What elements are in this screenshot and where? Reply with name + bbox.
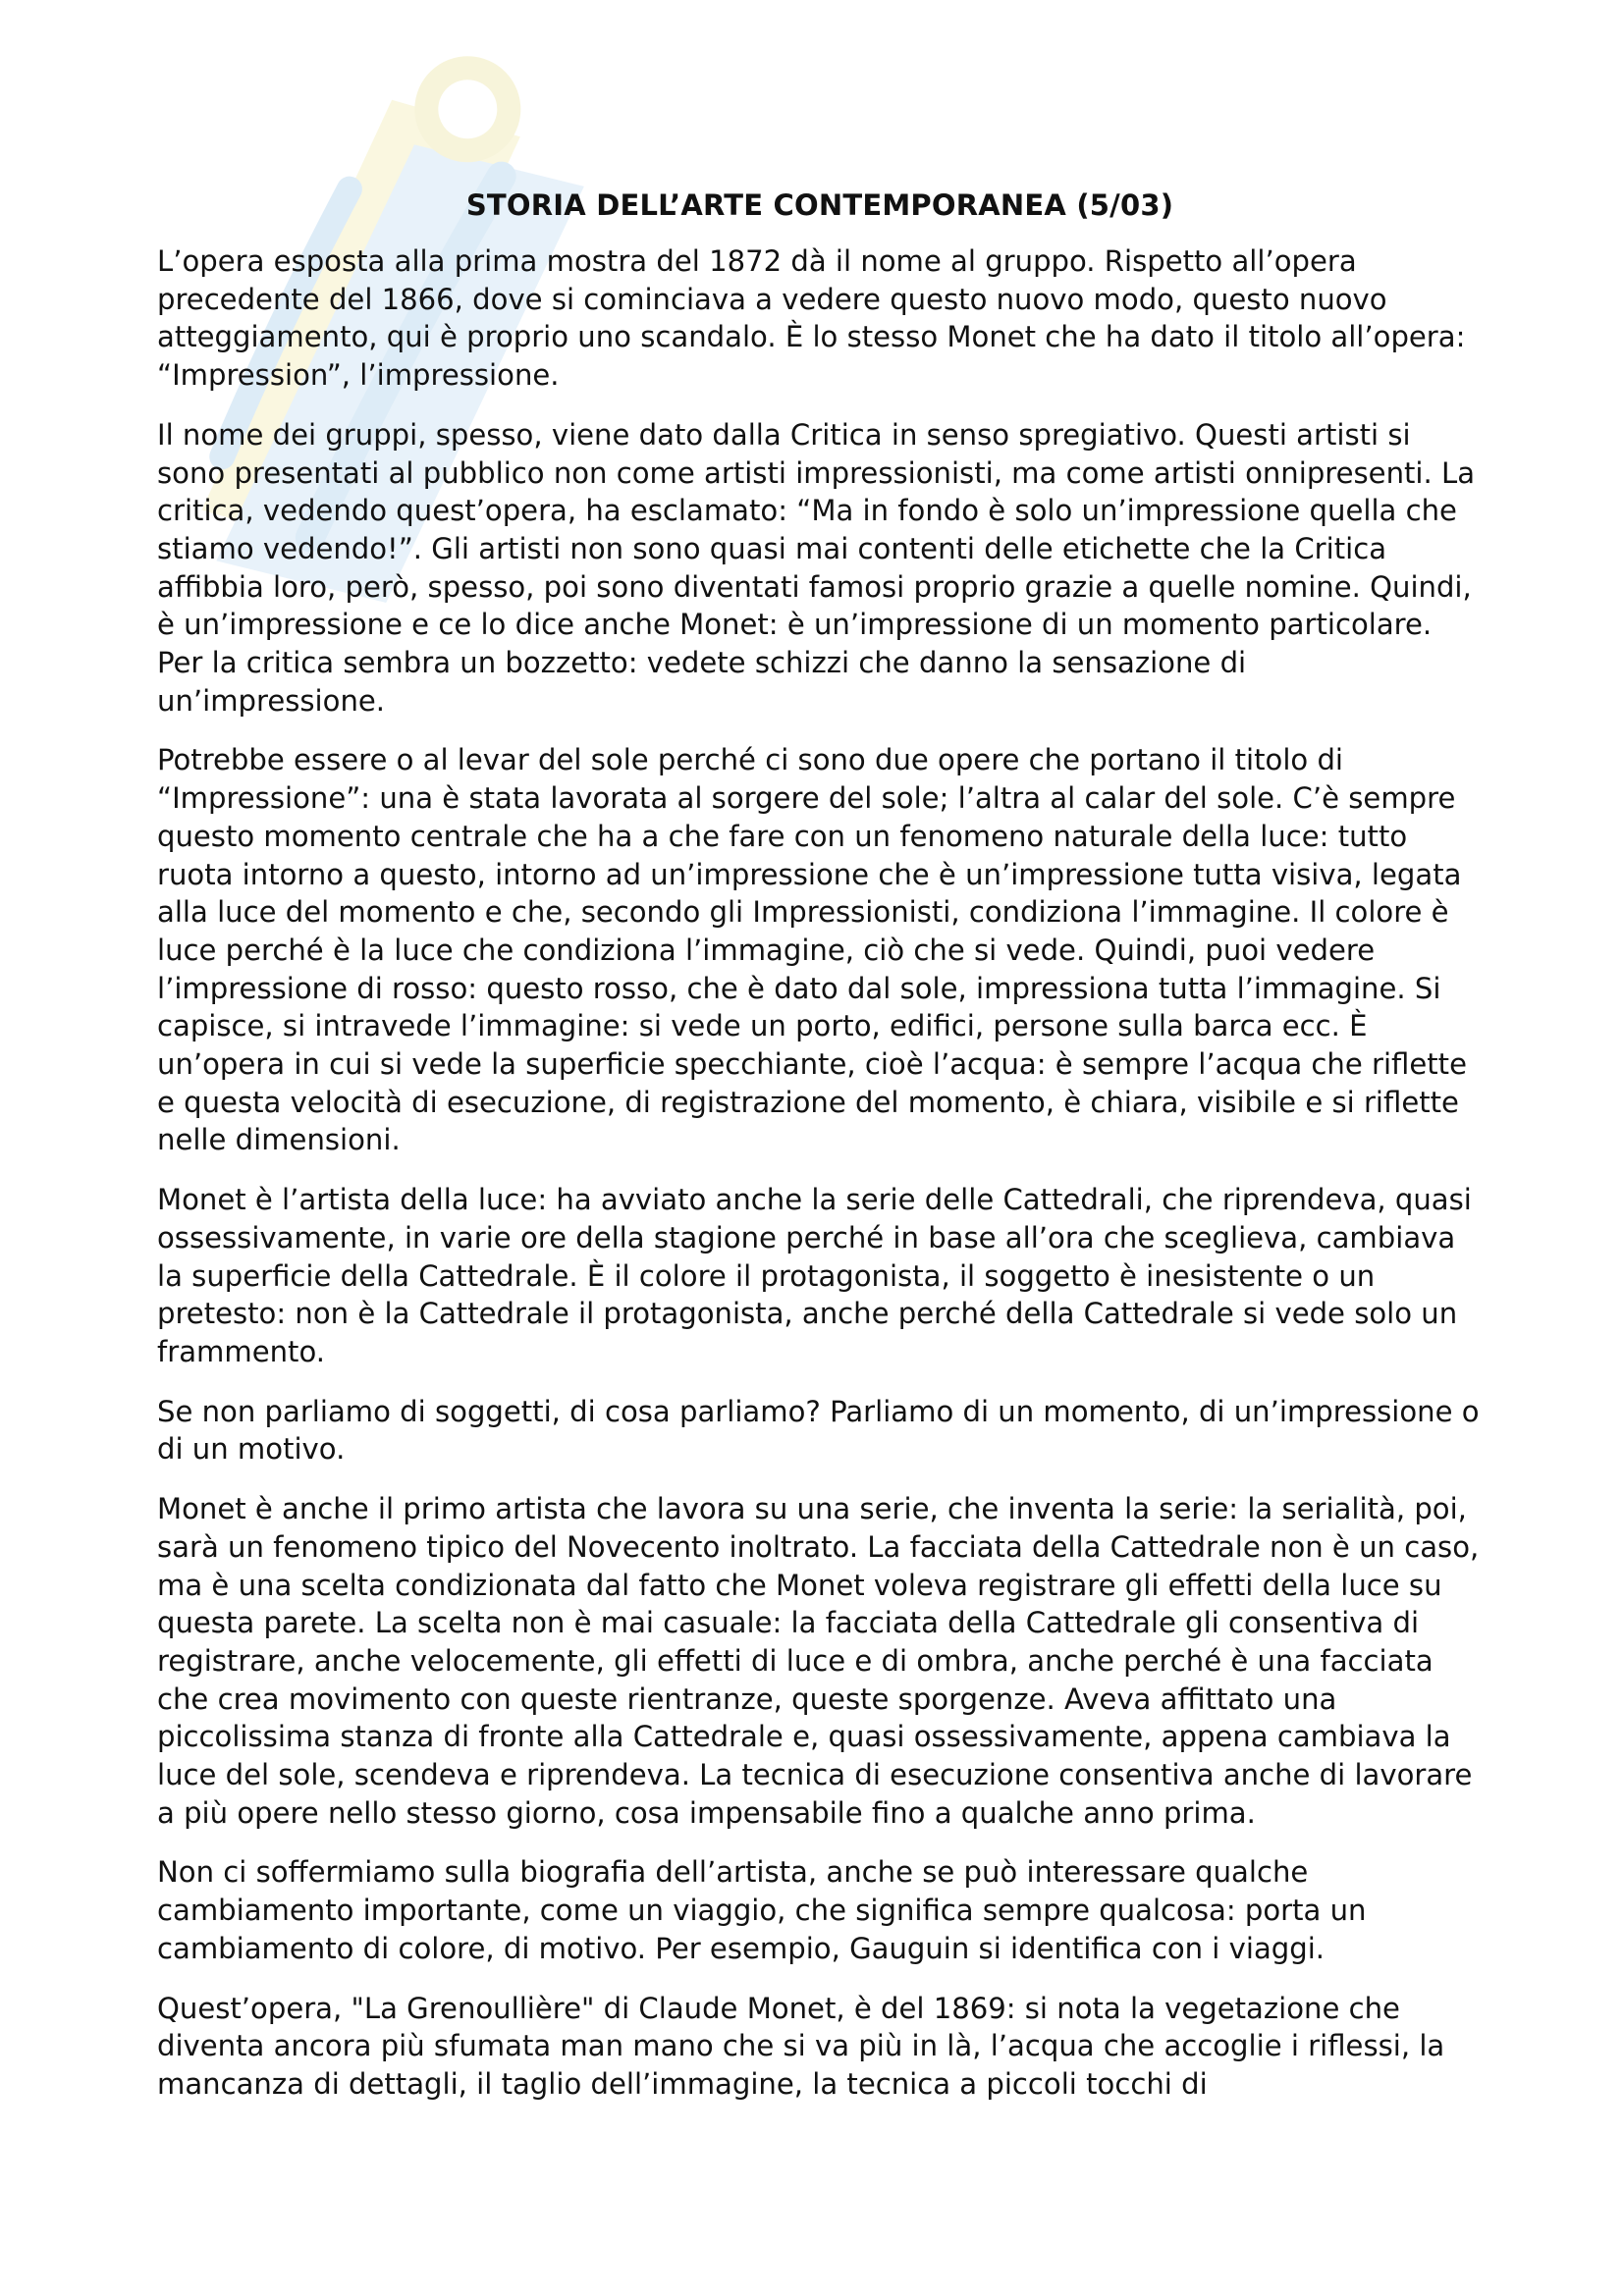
- paragraph-8: Quest’opera, "La Grenoullière" di Claude Monet, è del 1869: si nota la vegetazione che diventa ancora più sfumata man mano che si va più in là, l’acqua che accoglie i riflessi, la mancanza di dettagli, il taglio dell’immagine, la tecnica a piccoli tocchi di: [157, 1991, 1445, 2101]
- paragraph-1: L’opera esposta alla prima mostra del 1872 dà il nome al gruppo. Rispetto all’opera precedente del 1866, dove si cominciava a vedere questo nuovo modo, questo nuovo atteggiamento, qui è proprio uno scandalo. È lo stesso Monet che ha dato il titolo all’opera: “Impression”, l’impressione.: [157, 244, 1466, 393]
- paragraph-6: Monet è anche il primo artista che lavora su una serie, che inventa la serie: la serialità, poi, sarà un fenomeno tipico del Novecento inoltrato. La facciata della Cattedrale non è un caso, ma è una scelta condizionata dal fatto che Monet voleva registrare gli effetti della luce su questa parete. La scelta non è mai casuale: la facciata della Cattedrale gli consentiva di registrare, anche velocemente, gli effetti di luce e di ombra, anche perché è una facciata che crea movimento con queste rientranze, queste sporgenze. Aveva affittato una piccolissima stanza di fronte alla Cattedrale e, quasi ossessivamente, appena cambiava la luce del sole, scendeva e riprendeva. La tecnica di esecuzione consentiva anche di lavorare a più opere nello stesso giorno, cosa impensabile fino a qualche anno prima.: [157, 1492, 1480, 1830]
- paragraph-5: Se non parliamo di soggetti, di cosa parliamo? Parliamo di un momento, di un’impressione o di un motivo.: [157, 1394, 1480, 1467]
- paragraph-3: Potrebbe essere o al levar del sole perché ci sono due opere che portano il titolo di “Impressione”: una è stata lavorata al sorgere del sole; l’altra al calar del sole. C’è sempre questo momento centrale che ha a che fare con un fenomeno naturale della luce: tutto ruota intorno a questo, intorno ad un’impressione che è un’impressione tutta visiva, legata alla luce del momento e che, secondo gli Impressionisti, condiziona l’immagine. Il colore è luce perché è la luce che condiziona l’immagine, ciò che si vede. Quindi, puoi vedere l’impressione di rosso: questo rosso, che è dato dal sole, impressiona tutta l’immagine. Si capisce, si intravede l’immagine: si vede un porto, edifici, persone sulla barca ecc. È un’opera in cui si vede la superficie specchiante, cioè l’acqua: è sempre l’acqua che riflette e questa velocità di esecuzione, di registrazione del momento, è chiara, visibile e si riflette nelle dimensioni.: [157, 743, 1467, 1157]
- paragraph-2: Il nome dei gruppi, spesso, viene dato dalla Critica in senso spregiativo. Questi artisti si sono presentati al pubblico non come artisti impressionisti, ma come artisti onnipresenti. La critica, vedendo quest’opera, ha esclamato: “Ma in fondo è solo un’impressione quella che stiamo vedendo!”. Gli artisti non sono quasi mai contenti delle etichette che la Critica affibbia loro, però, spesso, poi sono diventati famosi proprio grazie a quelle nomine. Quindi, è un’impressione e ce lo dice anche Monet: è un’impressione di un momento particolare. Per la critica sembra un bozzetto: vedete schizzi che danno la sensazione di un’impressione.: [157, 417, 1476, 718]
- paragraph-4: Monet è l’artista della luce: ha avviato anche la serie delle Cattedrali, che riprendeva, quasi ossessivamente, in varie ore della stagione perché in base all’ora che sceglieva, cambiava la superficie della Cattedrale. È il colore il protagonista, il soggetto è inesistente o un pretesto: non è la Cattedrale il protagonista, anche perché della Cattedrale si vede solo un frammento.: [157, 1183, 1472, 1368]
- paragraph-7: Non ci soffermiamo sulla biografia dell’artista, anche se può interessare qualche cambiamento importante, come un viaggio, che significa sempre qualcosa: porta un cambiamento di colore, di motivo. Per esempio, Gauguin si identifica con i viaggi.: [157, 1855, 1367, 1965]
- document-title: STORIA DELL’ARTE CONTEMPORANEA (5/03): [465, 188, 1174, 222]
- document-page: [157, 187, 1483, 2125]
